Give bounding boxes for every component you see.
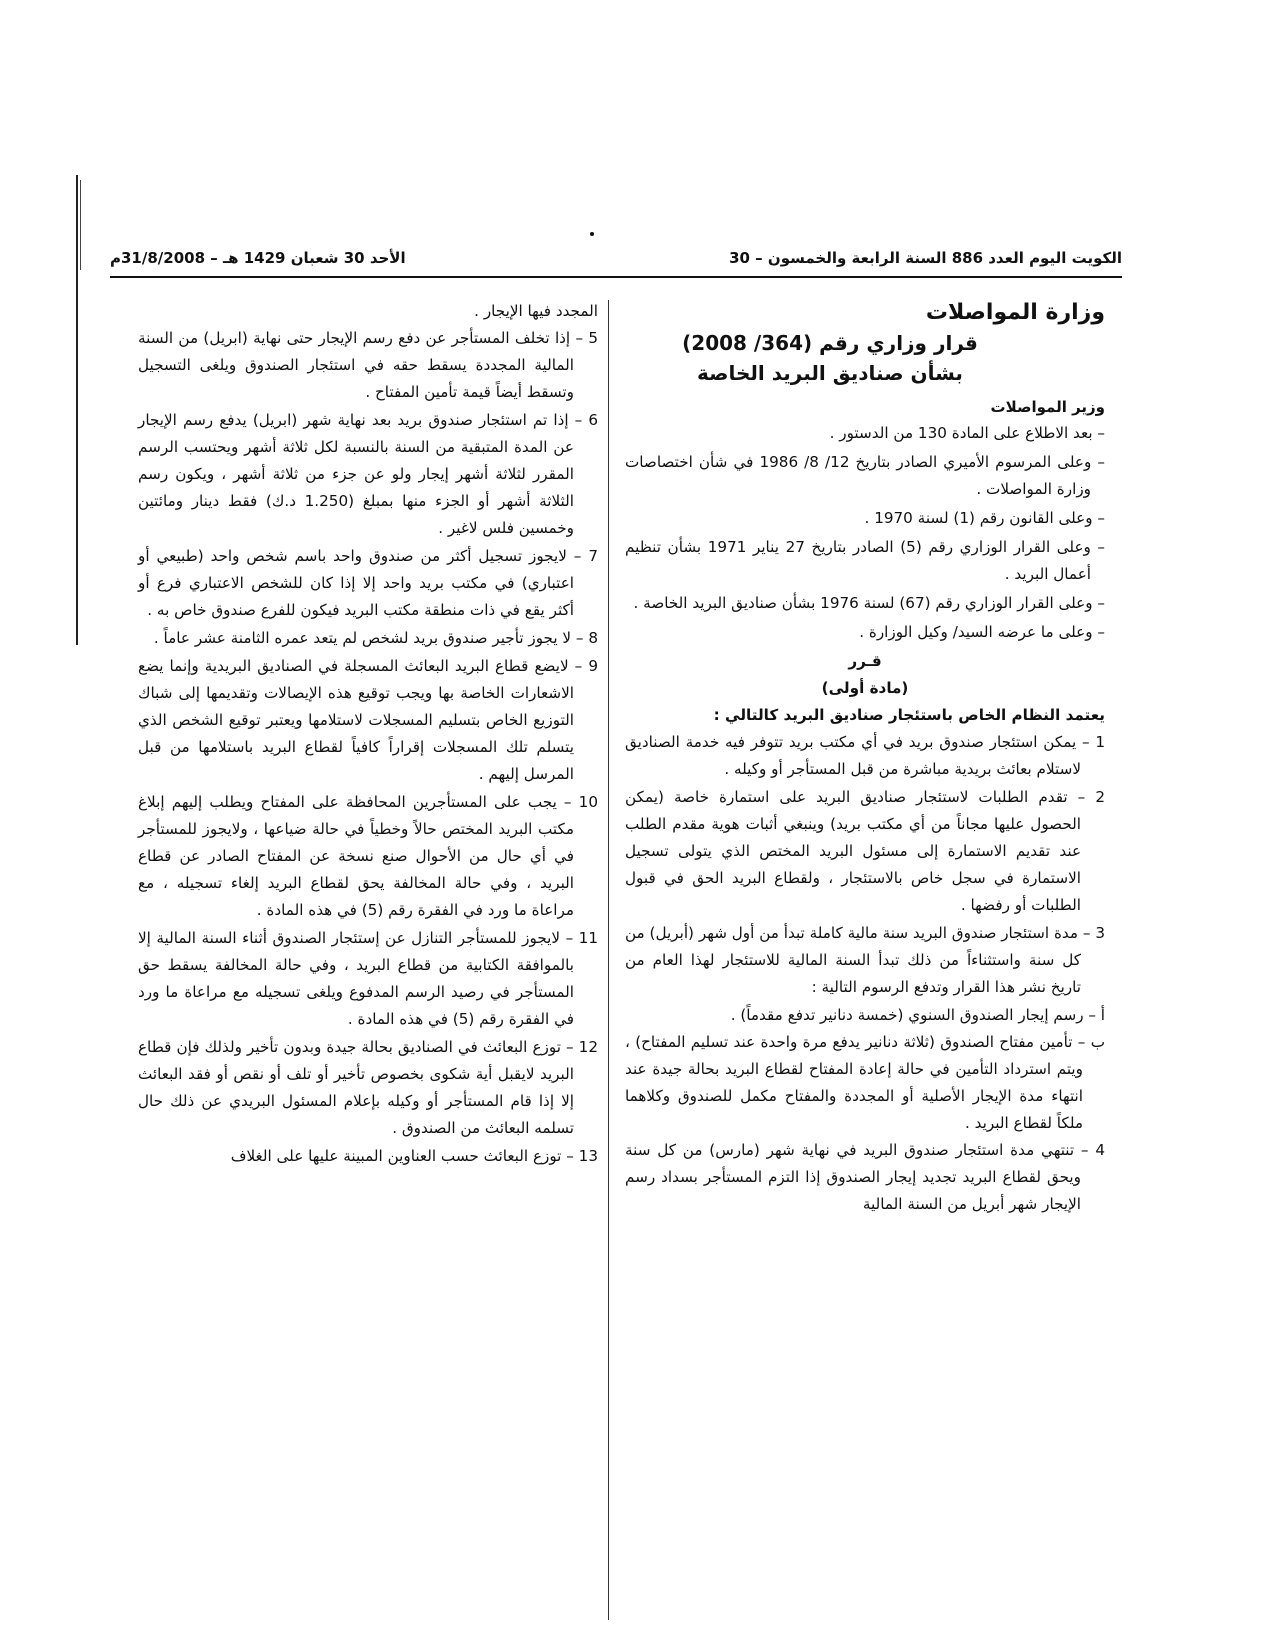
preamble-clause: – بعد الاطلاع على المادة 130 من الدستور . <box>829 424 1105 442</box>
decree-title: قرار وزاري رقم (364/ 2008) <box>682 331 978 355</box>
article-heading: (مادة أولى) <box>821 679 909 697</box>
left-column <box>138 298 598 1171</box>
header-issue-info: الكويت اليوم العدد 886 السنة الرابعة والخمسون – 30 <box>729 249 1122 267</box>
approval-line: يعتمد النظام الخاص باستئجار صناديق البريد كالتالي : <box>713 706 1105 724</box>
regulation-item: 3 – مدة استئجار صندوق البريد سنة مالية كاملة تبدأ من أول شهر (أبريل) من كل سنة واستثناءاً من ذلك تبدأ السنة المالية للاستئجار لهذا العام من تاريخ نشر هذا القرار وتدفع الرسوم التالية : <box>625 924 1105 996</box>
fee-sub-item: أ – رسم إيجار الصندوق السنوي (خمسة دنانير تدفع مقدماً) . <box>730 1006 1105 1024</box>
preamble-clause: – وعلى المرسوم الأميري الصادر بتاريخ 12/ 8/ 1986 في شأن اختصاصات وزارة المواصلات . <box>625 453 1105 498</box>
continuation-text: المجدد فيها الإيجار . <box>474 302 598 320</box>
regulation-item: 4 – تنتهي مدة استئجار صندوق البريد في نهاية شهر (مارس) من كل سنة ويحق لقطاع البريد تجديد إيجار الصندوق إذا التزم المستأجر بسداد رسم الإيجار شهر أبريل من السنة المالية <box>625 1141 1105 1213</box>
regulation-item: 2 – تقدم الطلبات لاستئجار صناديق البريد على استمارة خاصة (يمكن الحصول عليها مجاناً من أي مكتب بريد) وينبغي أثبات هوية مقدم الطلب عند تقديم الاستمارة إلى مسئول البريد المختص الذي يتولى تسجيل الاستمارة في سجل خاص بالاستئجار ، ولقطاع البريد الحق في قبول الطلبات أو رفضها . <box>625 788 1105 914</box>
regulation-item: 6 – إذا تم استئجار صندوق بريد بعد نهاية شهر (ابريل) يدفع رسم الإيجار عن المدة المتبقية من السنة بالنسبة لكل ثلاثة أشهر ويحتسب الرسم المقرر لثلاثة أشهر إيجار ولو عن جزء من ثلاثة أشهر ، ويكون رسم الثلاثة أشهر أو الجزء منها بمبلغ (1.250 د.ك) فقط دينار ومائتين وخمسين فلس لاغير . <box>138 411 598 537</box>
ministry-heading: وزارة المواصلات <box>925 300 1105 325</box>
regulation-item: 5 – إذا تخلف المستأجر عن دفع رسم الإيجار حتى نهاية (ابريل) من السنة المالية المجددة يسقط حقه في استئجار الصندوق ويلغى التسجيل وتسقط أيضاً قيمة تأمين المفتاح . <box>138 329 598 401</box>
header-rule <box>110 276 1122 278</box>
scan-speck <box>590 232 594 236</box>
regulation-item: 7 – لايجوز تسجيل أكثر من صندوق واحد باسم شخص واحد (طبيعي أو اعتباري) في مكتب بريد واحد إلا إذا كان للشخص الاعتباري فرع أو أكثر يقع في ذات منطقة مكتب البريد فيكون للفرع صندوق خاص به . <box>138 547 598 619</box>
column-divider <box>608 300 609 1620</box>
scan-margin-line <box>76 175 78 645</box>
regulation-item: 9 – لايضع قطاع البريد البعائث المسجلة في الصناديق البريدية وإنما يضع الاشعارات الخاصة بها ويجب توقيع هذه الإيصالات وتقديمها إلى شباك التوزيع الخاص بتسليم المسجلات لاستلامها ويعتبر توقيع الشخص الذي يتسلم تلك المسجلات إقراراً كافياً لقطاع البريد باستلامها من قبل المرسل إليهم . <box>138 657 598 783</box>
decided-heading: قـرر <box>848 652 882 670</box>
preamble-clause: – وعلى ما عرضه السيد/ وكيل الوزارة . <box>859 623 1105 641</box>
regulation-item: 13 – توزع البعائث حسب العناوين المبينة عليها على الغلاف <box>230 1147 598 1165</box>
regulation-item: 8 – لا يجوز تأجير صندوق بريد لشخص لم يتعد عمره الثامنة عشر عاماً . <box>153 629 598 647</box>
regulation-item: 10 – يجب على المستأجرين المحافظة على المفتاح ويطلب إليهم إبلاغ مكتب البريد المختص حالاً وخطياً في حالة ضياعها ، ولايجوز للمستأجر في أي حال من الأحوال صنع نسخة عن المفتاح الصادر عن قطاع البريد ، وفي حالة المخالفة يحق لقطاع البريد إلغاء تسجيله ، مع مراعاة ما ورد في الفقرة رقم (5) في هذه المادة . <box>138 793 598 919</box>
decree-subject: بشأن صناديق البريد الخاصة <box>697 361 963 385</box>
fee-sub-item: ب – تأمين مفتاح الصندوق (ثلاثة دنانير يدفع مرة واحدة عند تسليم المفتاح) ، ويتم استرداد التأمين في حالة إعادة المفتاح لقطاع البريد بحالة جيدة عند انتهاء مدة الإيجار الأصلية أو المجددة والمفتاح مكمل للصندوق وكلاهما ملكاً لقطاع البريد . <box>625 1033 1105 1132</box>
regulation-item: 12 – توزع البعائث في الصناديق بحالة جيدة وبدون تأخير ولذلك فإن قطاع البريد لايقبل أية شكوى بخصوص تأخير أو تلف أو نقص أو فقد البعائث إلا إذا قام المستأجر أو وكيله بإعلام المسئول البريدي عن ذلك حال تسلمه البعائث من الصندوق . <box>138 1038 598 1137</box>
regulation-item: 11 – لايجوز للمستأجر التنازل عن إستئجار الصندوق أثناء السنة المالية إلا بالموافقة الكتابية من قطاع البريد ، وفي حالة المخالفة يسقط حق المستأجر في رصيد الرسم المدفوع ويلغى تسجيله مع مراعاة ما ورد في الفقرة رقم (5) في هذه المادة . <box>138 929 598 1028</box>
header-date: الأحد 30 شعبان 1429 هـ – 31/8/2008م <box>110 249 406 267</box>
scan-margin-line <box>80 180 81 270</box>
right-column <box>625 298 1105 1219</box>
preamble-clause: – وعلى القانون رقم (1) لسنة 1970 . <box>864 509 1105 527</box>
preamble-clause: – وعلى القرار الوزاري رقم (67) لسنة 1976 بشأن صناديق البريد الخاصة . <box>633 594 1105 612</box>
minister-line: وزير المواصلات <box>990 398 1105 416</box>
preamble-clause: – وعلى القرار الوزاري رقم (5) الصادر بتاريخ 27 يناير 1971 بشأن تنظيم أعمال البريد . <box>625 538 1106 583</box>
gazette-header <box>110 246 1122 270</box>
regulation-item: 1 – يمكن استئجار صندوق بريد في أي مكتب بريد تتوفر فيه خدمة الصناديق لاستلام بعائث بريدية مباشرة من قبل المستأجر أو وكيله . <box>625 733 1105 778</box>
